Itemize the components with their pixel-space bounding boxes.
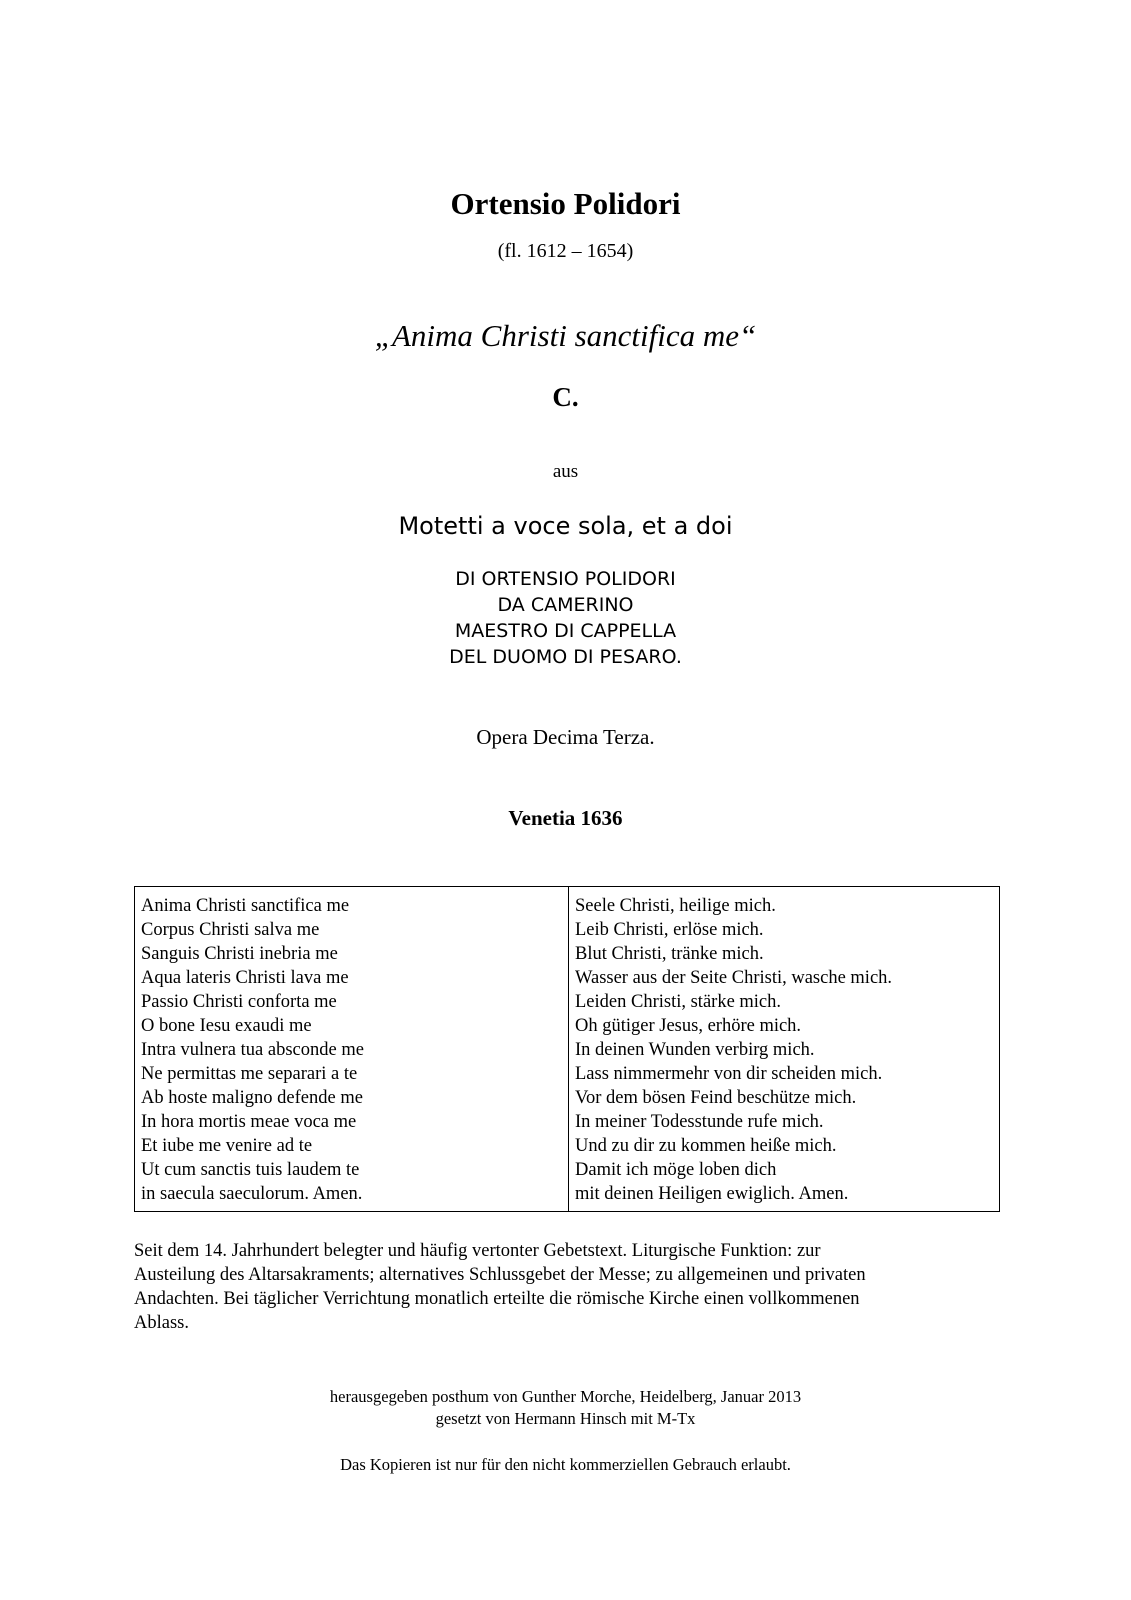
latin-line: Anima Christi sanctifica me — [141, 896, 350, 916]
source-line: DEL DUOMO DI PESARO. — [449, 646, 682, 668]
latin-line: In hora mortis meae voca me — [141, 1112, 357, 1132]
german-line: In meiner Todesstunde rufe mich. — [575, 1112, 824, 1132]
latin-line: Ut cum sanctis tuis laudem te — [141, 1160, 360, 1180]
typesetter-credit: gesetzt von Hermann Hinsch mit M-Tx — [435, 1409, 696, 1428]
editor-credit: herausgegeben posthum von Gunther Morche, Heidelberg, Januar 2013 — [329, 1387, 802, 1406]
copyright-notice: Das Kopieren ist nur für den nicht kommerziellen Gebrauch erlaubt. — [340, 1455, 791, 1474]
latin-line: O bone Iesu exaudi me — [141, 1016, 312, 1036]
note-line: Austeilung des Altarsakraments; alternatives Schlussgebet der Messe; zu allgemeinen und privaten — [134, 1265, 866, 1285]
source-line: DA CAMERINO — [497, 594, 634, 616]
latin-line: Ne permittas me separari a te — [141, 1064, 358, 1084]
latin-line: Passio Christi conforta me — [141, 992, 337, 1012]
latin-line: Sanguis Christi inebria me — [141, 944, 338, 964]
german-line: Leiden Christi, stärke mich. — [575, 992, 782, 1012]
source-line: MAESTRO DI CAPPELLA — [454, 620, 677, 642]
german-line: mit deinen Heiligen ewiglich. Amen. — [575, 1184, 849, 1204]
note-line: Seit dem 14. Jahrhundert belegter und häufig vertonter Gebetstext. Liturgische Funktion: zur — [134, 1241, 821, 1261]
source-line: DI ORTENSIO POLIDORI — [455, 568, 676, 590]
source-imprint — [0, 566, 1131, 670]
latin-line: in saecula saeculorum. Amen. — [141, 1184, 363, 1204]
from-label: aus — [552, 461, 579, 482]
liturgical-note — [134, 1239, 1000, 1335]
work-title: „Anima Christi sanctifica me“ — [374, 318, 757, 353]
composer-dates: (fl. 1612 – 1654) — [497, 240, 634, 262]
german-line: Wasser aus der Seite Christi, wasche mich. — [575, 968, 893, 988]
voice-designation: C. — [552, 382, 579, 412]
place-year: Venetia 1636 — [508, 806, 623, 830]
german-line: Seele Christi, heilige mich. — [575, 896, 776, 916]
german-line: Leib Christi, erlöse mich. — [575, 920, 764, 940]
latin-line: Ab hoste maligno defende me — [141, 1088, 363, 1108]
opus-number: Opera Decima Terza. — [476, 725, 655, 749]
latin-line: Intra vulnera tua absconde me — [141, 1040, 364, 1060]
german-line: Oh gütiger Jesus, erhöre mich. — [575, 1016, 802, 1036]
german-line: Damit ich möge loben dich — [575, 1160, 777, 1180]
german-line: Blut Christi, tränke mich. — [575, 944, 764, 964]
source-title: Motetti a voce sola, et a doi — [398, 512, 733, 540]
latin-line: Aqua lateris Christi lava me — [141, 968, 349, 988]
german-line: Vor dem bösen Feind beschütze mich. — [575, 1088, 857, 1108]
german-text-column — [569, 887, 999, 1211]
note-line: Ablass. — [134, 1313, 189, 1333]
credits — [0, 1386, 1131, 1430]
latin-line: Corpus Christi salva me — [141, 920, 320, 940]
german-line: Lass nimmermehr von dir scheiden mich. — [575, 1064, 883, 1084]
german-line: In deinen Wunden verbirg mich. — [575, 1040, 815, 1060]
german-line: Und zu dir zu kommen heiße mich. — [575, 1136, 837, 1156]
latin-text-column — [135, 887, 569, 1211]
latin-line: Et iube me venire ad te — [141, 1136, 313, 1156]
text-translation-table — [134, 886, 1000, 1212]
composer-name: Ortensio Polidori — [450, 186, 681, 221]
note-line: Andachten. Bei täglicher Verrichtung monatlich erteilte die römische Kirche einen vollkommenen — [134, 1289, 860, 1309]
